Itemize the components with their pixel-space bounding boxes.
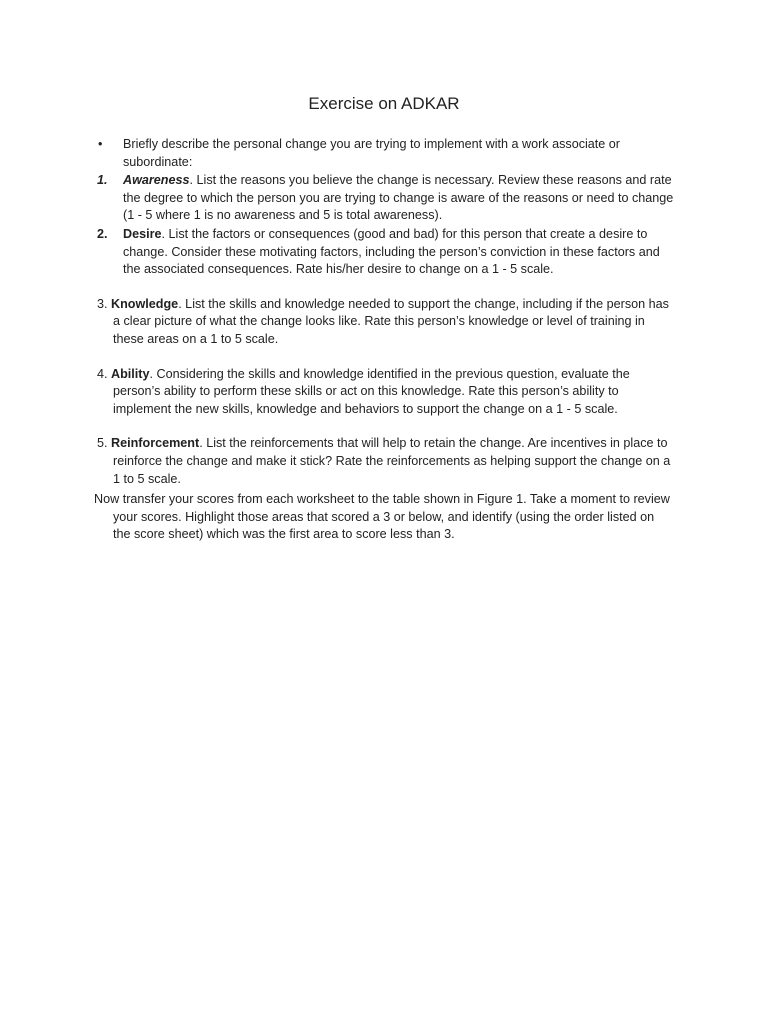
knowledge-text: . List the skills and knowledge needed to support the change, including if the person has a clear picture of what the change looks like. Rate this person’s knowledge or level of training in these areas on a 1 to 5 scale. — [113, 296, 669, 346]
reinforcement-text: . List the reinforcements that will help to retain the change. Are incentives in place to reinforce the change and make it stick? Rate the reinforcements as helping support the change on a 1 to 5 scale. — [113, 436, 671, 486]
paragraph-reinforcement — [97, 435, 677, 488]
list-number: 4. — [97, 366, 112, 381]
intro-bullet-item — [97, 136, 677, 171]
closing-paragraph: Now transfer your scores from each worksheet to the table shown in Figure 1. Take a moment to review your scores. Highlight those areas that scored a 3 or below, and identify (using the order listed on the score sheet) which was the first area to score less than 3. — [94, 492, 670, 542]
term-ability: Ability — [111, 366, 150, 381]
list-item-awareness — [97, 172, 677, 225]
list-number: 1. — [97, 173, 108, 188]
term-knowledge: Knowledge — [111, 296, 179, 311]
term-awareness: Awareness — [123, 173, 190, 188]
paragraph-ability — [97, 366, 677, 419]
desire-text: . List the factors or consequences (good and bad) for this person that create a desire to change. Consider these motivating factors, including the person’s conviction in these factors and the associated consequences. Rate his/her desire to change on a 1 - 5 scale. — [123, 226, 660, 277]
bullet-marker: • — [98, 137, 103, 151]
document-body — [94, 136, 677, 544]
list-number: 5. — [97, 436, 112, 451]
list-item-desire — [97, 226, 677, 279]
paragraph-knowledge — [97, 296, 677, 349]
document-title: Exercise on ADKAR — [308, 94, 460, 113]
awareness-text: . List the reasons you believe the change is necessary. Review these reasons and rate the degree to which the person you are trying to change is aware of the reasons or need to change (1 - 5 where 1 is no awareness and 5 is total awareness). — [123, 173, 674, 223]
intro-text: Briefly describe the personal change you are trying to implement with a work associate or subordinate: — [123, 137, 620, 169]
ability-text: . Considering the skills and knowledge identified in the previous question, evaluate the person’s ability to perform these skills or act on this knowledge. Rate this person’s ability to implement the new skills, knowledge and behaviors to support the change on a 1 - 5 scale. — [113, 366, 630, 416]
term-reinforcement: Reinforcement — [111, 436, 200, 451]
list-number: 3. — [97, 296, 112, 311]
term-desire: Desire — [123, 226, 162, 241]
list-number: 2. — [97, 226, 108, 241]
